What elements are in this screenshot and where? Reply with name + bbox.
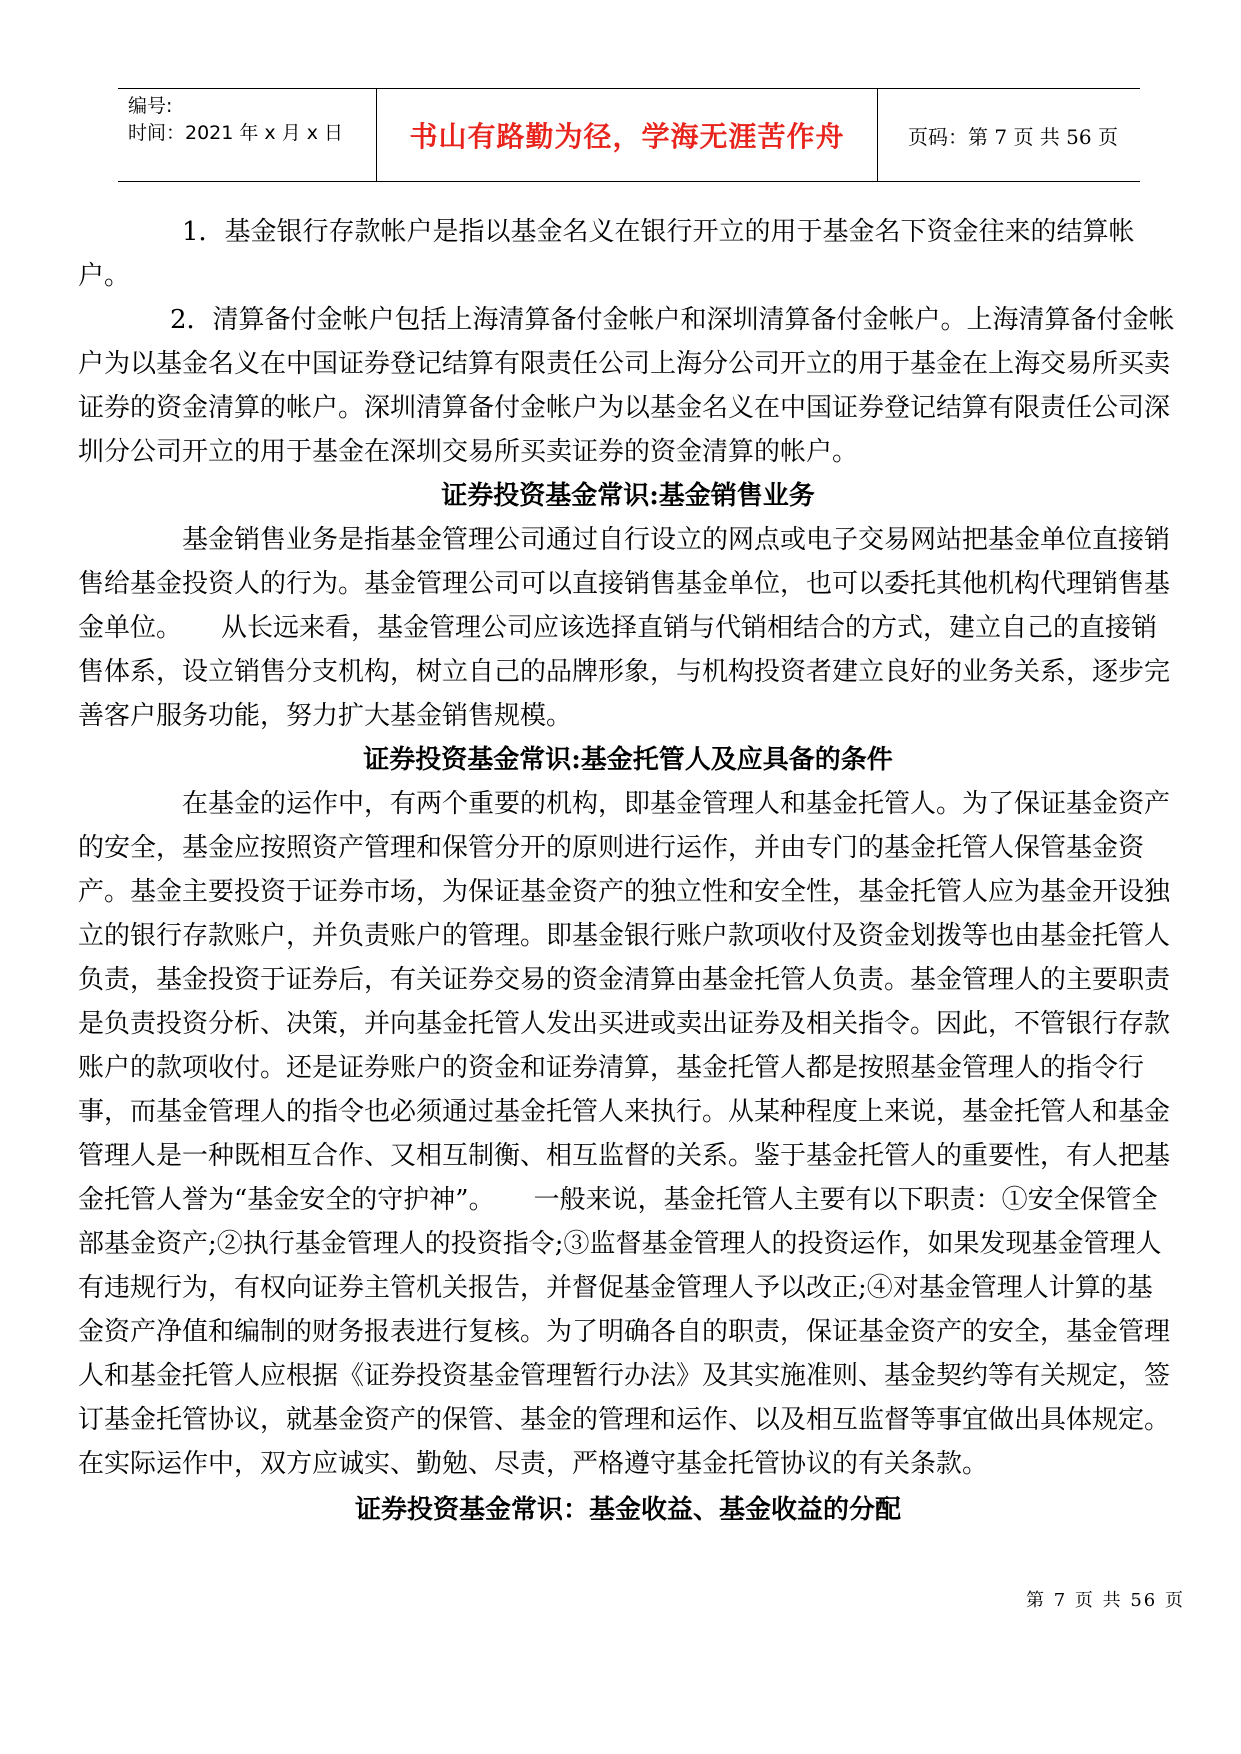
section-heading-custodian: 证券投资基金常识:基金托管人及应具备的条件 <box>363 745 893 775</box>
section-heading-sales: 证券投资基金常识:基金销售业务 <box>441 481 815 511</box>
page-footer: 第 7 页 共 56 页 <box>1026 1590 1185 1611</box>
document-time-label: 时间：2021 年 x 月 x 日 <box>128 122 344 144</box>
paragraph-custodian: 在基金的运作中，有两个重要的机构，即基金管理人和基金托管人。为了保证基金资产的安全，基金应按照资产管理和保管分开的原则进行运作，并由专门的基金托管人保管基金资产。基金主要投资于证券市场，为保证基金资产的独立性和安全性，基金托管人应为基金开设独立的银行存款账户，并负责账户的管理。即基金银行账户款项收付及资金划拨等也由基金托管人负责，基金投资于证券后，有关证券交易的资金清算由基金托管人负责。基金管理人的主要职责是负责投资分析、决策，并向基金托管人发出买进或卖出证券及相关指令。因此，不管银行存款账户的款项收付。还是证券账户的资金和证券清算，基金托管人都是按照基金管理人的指令行事，而基金管理人的指令也必须通过基金托管人来执行。从某种程度上来说，基金托管人和基金管理人是一种既相互合作、又相互制衡、相互监督的关系。鉴于基金托管人的重要性，有人把基金托管人誉为“基金安全的守护神”。 一般来说，基金托管人主要有以下职责：①安全保管全部基金资产;②执行基金管理人的投资指令;③监督基金管理人的投资运作，如果发现基金管理人有违规行为，有权向证券主管机关报告，并督促基金管理人予以改正;④对基金管理人计算的基金资产净值和编制的财务报表进行复核。为了明确各自的职责，保证基金资产的安全，基金管理人和基金托管人应根据《证券投资基金管理暂行办法》及其实施准则、基金契约等有关规定，签订基金托管协议，就基金资产的保管、基金的管理和运作、以及相互监督等事宜做出具体规定。在实际运作中，双方应诚实、勤勉、尽责，严格遵守基金托管协议的有关条款。 <box>78 789 1171 1479</box>
paragraph-bank-account: 1．基金银行存款帐户是指以基金名义在银行开立的用于基金名下资金往来的结算帐户。 <box>78 217 1135 291</box>
section-heading-income: 证券投资基金常识：基金收益、基金收益的分配 <box>354 1495 901 1525</box>
paragraph-sales: 基金销售业务是指基金管理公司通过自行设立的网点或电子交易网站把基金单位直接销售给基金投资人的行为。基金管理公司可以直接销售基金单位，也可以委托其他机构代理销售基金单位。 从长远来看，基金管理公司应该选择直销与代销相结合的方式，建立自己的直接销售体系，设立销售分支机构，树立自己的品牌形象，与机构投资者建立良好的业务关系，逐步完善客户服务功能，努力扩大基金销售规模。 <box>78 525 1171 731</box>
document-body <box>78 210 1178 1532</box>
header-motto: 书山有路勤为径，学海无涯苦作舟 <box>376 89 878 181</box>
page-header <box>118 88 1140 182</box>
header-meta <box>128 93 378 147</box>
header-page-label: 页码：第 7 页 共 56 页 <box>908 124 1118 149</box>
paragraph-clearing-account: 2．清算备付金帐户包括上海清算备付金帐户和深圳清算备付金帐户。上海清算备付金帐户为以基金名义在中国证券登记结算有限责任公司上海分公司开立的用于基金在上海交易所买卖证券的资金清算的帐户。深圳清算备付金帐户为以基金名义在中国证券登记结算有限责任公司深圳分公司开立的用于基金在深圳交易所买卖证券的资金清算的帐户。 <box>78 305 1175 467</box>
document-number-label: 编号: <box>128 95 173 117</box>
